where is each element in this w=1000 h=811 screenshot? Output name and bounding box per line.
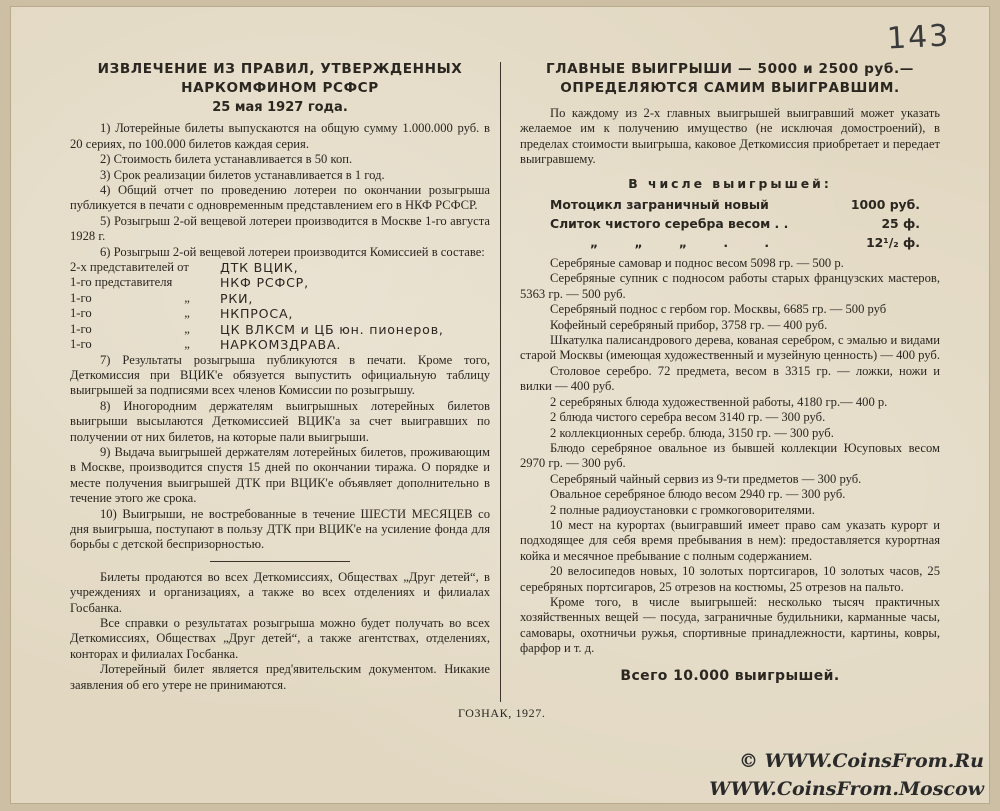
rule-8: 8) Иногородним держателям выигрышных лотерейных билетов выигрыши высылаются Деткомиссией ВЦИК'а за счет выигравших по получении от них билетов, на которые пали выигрыши. (70, 398, 490, 444)
prize-item: 10 мест на курортах (выигравший имеет право сам указать курорт и подходящее для себя время пребывания в нем): предоставляется курортная койка и месячное пребывание с полным содержанием. (520, 517, 940, 563)
top-prize (520, 233, 940, 252)
rules-date: 25 мая 1927 года. (212, 100, 348, 115)
rules-column (70, 60, 490, 693)
note-bearer: Лотерейный билет является пред'явительским документом. Никакие заявления об его утере не принимаются. (70, 662, 490, 692)
commission-row (70, 306, 490, 321)
commission-body: ДТК ВЦИК, (220, 260, 299, 276)
rules-title-line2: НАРКОМФИНОМ РСФСР (181, 80, 379, 96)
watermark-text: © WWW.CoinsFrom.Ru (739, 750, 984, 772)
prizes-column (520, 60, 940, 684)
among-prizes-heading: В числе выигрышей: (628, 175, 832, 191)
prize-item: Кофейный серебряный прибор, 3758 гр. — 400 руб. (550, 317, 828, 332)
prize-item: Серебряный чайный сервиз из 9-ти предметов — 300 руб. (550, 471, 862, 486)
ditto-mark: „ (184, 321, 190, 336)
section-divider (210, 561, 350, 562)
commission-list (70, 260, 490, 352)
prize-item: 2 серебряных блюда художественной работы, 4180 гр.— 400 р. (550, 394, 888, 409)
column-divider (500, 62, 501, 702)
commission-row (70, 322, 490, 337)
top-prize-name: „ „ „ . . (590, 235, 786, 251)
rule-3: 3) Срок реализации билетов устанавливается в 1 год. (100, 167, 385, 182)
prize-item: Кроме того, в числе выигрышей: несколько тысяч практичных хозяйственных вещей — посуда, заграничные будильники, карманные часы, самовары, охотничьи ружья, спортивные принадлежности, картины, ковры, фарфор и т. д. (520, 594, 940, 656)
commission-row (70, 275, 490, 290)
note-sales: Билеты продаются во всех Деткомиссиях, Обществах „Друг детей“, в учреждениях и организациях, а также во всех отделениях и филиалах Госбанка. (70, 569, 490, 615)
top-prize-amount: 25 ф. (881, 216, 920, 232)
commission-body: ЦК ВЛКСМ и ЦБ юн. пионеров, (220, 321, 444, 337)
commission-body: НАРКОМЗДРАВА. (220, 337, 342, 353)
total-prizes: Всего 10.000 выигрышей. (620, 667, 840, 684)
prizes-title-line2: ОПРЕДЕЛЯЮТСЯ САМИМ ВЫИГРАВШИМ. (560, 80, 900, 96)
commission-role: 1-го (70, 337, 92, 352)
commission-role: 1-го представителя (70, 275, 173, 290)
commission-row (70, 260, 490, 275)
top-prize (520, 195, 940, 214)
commission-role: 1-го (70, 306, 92, 321)
prize-item: 2 блюда чистого серебра весом 3140 гр. — 300 руб. (550, 410, 826, 425)
commission-row (70, 291, 490, 306)
prize-item: Столовое серебро. 72 предмета, весом в 3315 гр. — ложки, ножи и вилки — 400 руб. (520, 363, 940, 394)
commission-body: РКИ, (220, 290, 254, 306)
top-prize-amount: 12¹/₂ ф. (866, 235, 920, 251)
prizes-title-line1: ГЛАВНЫЕ ВЫИГРЫШИ — 5000 и 2500 руб.— (546, 61, 914, 77)
rule-2: 2) Стоимость билета устанавливается в 50 коп. (100, 152, 353, 167)
prize-item: 2 коллекционных серебр. блюда, 3150 гр. — 300 руб. (550, 425, 834, 440)
commission-body: НКПРОСА, (220, 306, 294, 322)
prize-item: Овальное серебряное блюдо весом 2940 гр. — 300 руб. (550, 487, 846, 502)
commission-role: 2-х представителей от (70, 260, 189, 275)
prize-item: Блюдо серебряное овальное из бывшей коллекции Юсуповых весом 2970 гр. — 300 руб. (520, 440, 940, 471)
commission-role: 1-го (70, 321, 92, 336)
commission-body: НКФ РСФСР, (220, 275, 309, 291)
watermark-text: WWW.CoinsFrom.Moscow (709, 778, 984, 800)
note-info: Все справки о результатах розыгрыша можно будет получать во всех Деткомиссиях, Обществах „Друг детей“, а также агентствах, отделениях, конторах и филиалах Госбанка. (70, 616, 490, 661)
handwritten-number: 143 (885, 18, 951, 57)
prize-item: Серебряные супник с подносом работы старых французских мастеров, 5363 гр. — 500 руб. (520, 271, 940, 301)
ditto-mark: „ (184, 337, 190, 352)
printer-imprint: ГОЗНАК, 1927. (458, 706, 546, 720)
ditto-mark: „ (184, 306, 190, 321)
top-prize-amount: 1000 руб. (850, 197, 920, 213)
rule-7: 7) Результаты розыгрыша публикуются в печати. Кроме того, Деткомиссия при ВЦИК'е обязуется выпустить официальную таблицу выигрышей за подписями всех членов Комиссии по розыгрышу. (70, 352, 490, 398)
top-prize (520, 214, 940, 233)
rule-9: 9) Выдача выигрышей держателям лотерейных билетов, проживающим в Москве, производится спустя 15 дней по окончании тиража. О порядке и месте получения выигрышей ДТК при ВЦИК'е объявляет дополнительно в течение этого же срока. (70, 444, 490, 506)
prize-item: Серебряные самовар и поднос весом 5098 гр. — 500 р. (550, 256, 844, 271)
prizes-intro: По каждому из 2-х главных выигрышей выигравший может указать желаемое им к получению имущество (не исключая домостроений), в пределах стоимости выигрыша, каковое Деткомиссия приобретает и передает выигравшему. (520, 106, 940, 167)
rules-title-line1: ИЗВЛЕЧЕНИЕ ИЗ ПРАВИЛ, УТВЕРЖДЕННЫХ (97, 61, 463, 77)
prize-item: 20 велосипедов новых, 10 золотых портсигаров, 10 золотых часов, 25 серебряных портсигаров, 25 отрезов на костюмы, 25 отрезов на пальто. (520, 564, 940, 594)
commission-role: 1-го (70, 290, 92, 305)
commission-row (70, 337, 490, 352)
rule-6: 6) Розыгрыш 2-ой вещевой лотереи производится Комиссией в составе: (100, 244, 485, 259)
rule-1: 1) Лотерейные билеты выпускаются на общую сумму 1.000.000 руб. в 20 сериях, по 100.000 билетов каждая серия. (70, 121, 490, 151)
rule-4: 4) Общий отчет по проведению лотереи по окончании розыгрыша публикуется в печати с одновременным представлением его в НКФ РСФСР. (70, 183, 490, 213)
prize-item: Шкатулка палисандрового дерева, кованая серебром, с эмалью и видами старой Москвы (имеющая художественный и музейную ценность) — 400 руб. (520, 333, 940, 363)
prize-item: 2 полные радиоустановки с громкоговорителями. (550, 502, 815, 517)
top-prize-name: Мотоцикл заграничный новый (550, 197, 769, 213)
rule-5: 5) Розыгрыш 2-ой вещевой лотереи производится в Москве 1-го августа 1928 г. (70, 213, 490, 244)
ditto-mark: „ (184, 290, 190, 305)
prize-item: Серебряный поднос с гербом гор. Москвы, 6685 гр. — 500 руб (550, 302, 887, 317)
top-prize-name: Слиток чистого серебра весом . . (550, 216, 789, 232)
rule-10: 10) Выигрыши, не востребованные в течение ШЕСТИ МЕСЯЦЕВ со дня выигрыша, поступают в пользу ДТК при ВЦИК'е на усиление фонда для борьбы с детской беспризорностью. (70, 506, 490, 552)
